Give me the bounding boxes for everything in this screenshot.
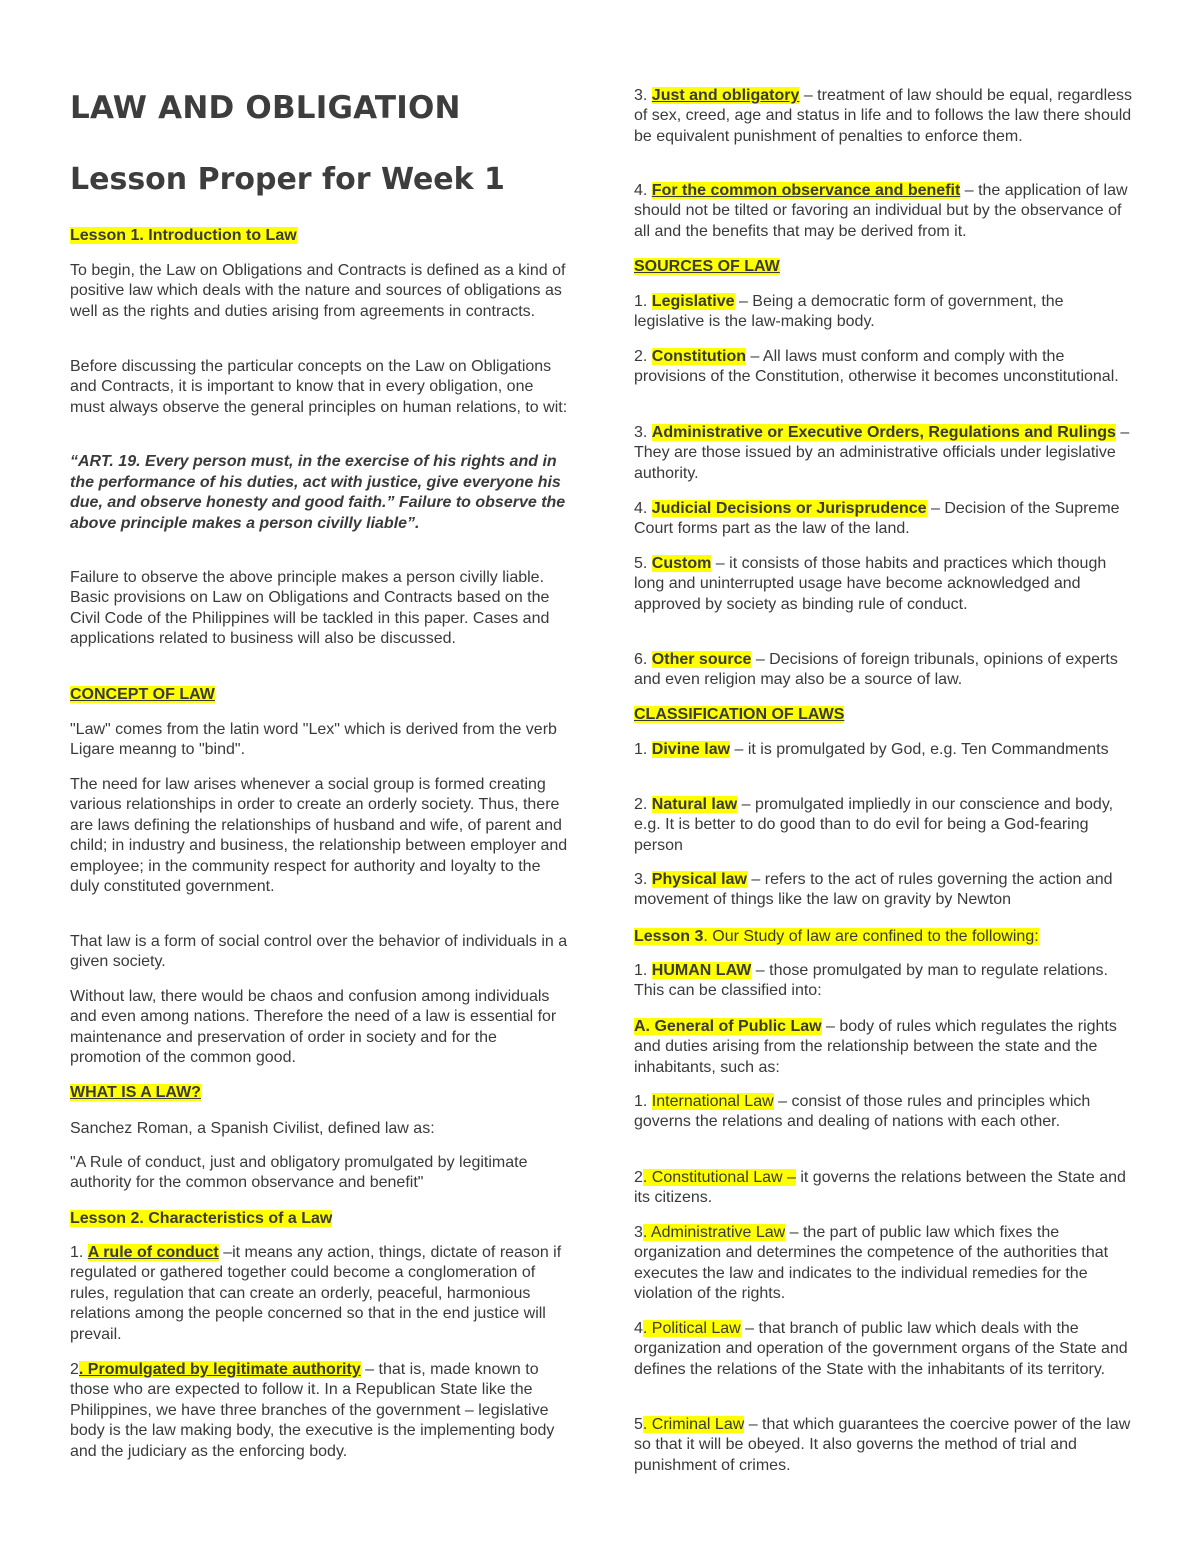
concept-paragraph-2: The need for law arises whenever a social group is formed creating various relationships in order to create an orderly society. Thus, there are laws defining the relationships of husband and wife, of parent and child; in industry and business, the relationship between employer and employee; in the community respect for authority and loyalty to the duly constituted government. <box>70 776 568 896</box>
classification-1-term: Divine law <box>651 741 731 758</box>
classification-2-term: Natural law <box>651 796 738 813</box>
sources-of-law-heading: SOURCES OF LAW <box>634 258 780 275</box>
characteristic-1-term: A rule of conduct <box>87 1244 219 1261</box>
source-6: 6. Other source – Decisions of foreign tribunals, opinions of experts and even religion may also be a source of law. <box>634 651 1118 689</box>
source-1-term: Legislative <box>651 293 735 310</box>
characteristic-2-term: . Promulgated by legitimate authority <box>78 1361 361 1378</box>
source-6-term: Other source <box>651 651 752 668</box>
article-19-quote: “ART. 19. Every person must, in the exercise of his rights and in the performance of his duties, act with justice, give everyone his due, and observe honesty and good faith.” Failure to observe the above principle makes a person civilly liable”. <box>70 453 566 532</box>
classification-1: 1. Divine law – it is promulgated by God, e.g. Ten Commandments <box>634 741 1109 758</box>
characteristic-4-term: For the common observance and benefit <box>651 182 961 199</box>
source-4-term: Judicial Decisions or Jurisprudence <box>651 500 927 517</box>
characteristic-2: 2. Promulgated by legitimate authority – that is, made known to those who are expected to follow it. In a Republican State like the Philippines, we have three branches of the government – legislative body is the law making body, the executive is the implementing body and the judiciary as the enforcing body. <box>70 1361 555 1460</box>
source-5: 5. Custom – it consists of those habits and practices which though long and uninterrupted usage have become acknowledged and approved by society as binding rule of conduct. <box>634 555 1107 613</box>
classification-3-term: Physical law <box>651 871 747 888</box>
classification-3: 3. Physical law – refers to the act of rules governing the action and movement of things like the law on gravity by Newton <box>634 871 1113 909</box>
intro-paragraph-2: Before discussing the particular concepts on the Law on Obligations and Contracts, it is important to know that in every obligation, one must always observe the general principles on human relations, to wit: <box>70 358 568 416</box>
source-3: 3. Administrative or Executive Orders, Regulations and Rulings – They are those issued by an administrative officials under legislative authority. <box>634 424 1130 482</box>
general-public-law-term: A. General of Public Law <box>634 1018 822 1035</box>
source-2: 2. Constitution – All laws must conform and comply with the provisions of the Constitution, otherwise it becomes unconstitutional. <box>634 348 1119 386</box>
characteristic-3: 3. Just and obligatory – treatment of law should be equal, regardless of sex, creed, age and status in life and to follows the law there should be equivalent punishment of penalties to enforce them. <box>634 87 1133 145</box>
public-law-3: 3. Administrative Law – the part of public law which fixes the organization and determines the competence of the authorities that executes the law and indicates to the individual remedies for the violation of the rights. <box>634 1224 1109 1303</box>
lesson2-heading: Lesson 2. Characteristics of a Law <box>70 1210 333 1227</box>
concept-paragraph-4: Without law, there would be chaos and confusion among individuals and even among nations. Therefore the need of a law is essential for maintenance and preservation of order in society and for the promotion of the common good. <box>70 988 557 1067</box>
source-2-term: Constitution <box>651 348 746 365</box>
lesson3-heading: Lesson 3. Our Study of law are confined to the following: <box>634 928 1039 945</box>
public-law-1-term: International Law <box>651 1093 774 1110</box>
law-definition: "A Rule of conduct, just and obligatory promulgated by legitimate authority for the common observance and benefit" <box>70 1154 528 1192</box>
source-3-term: Administrative or Executive Orders, Regulations and Rulings <box>651 424 1116 441</box>
what-is-a-law-heading: WHAT IS A LAW? <box>70 1084 201 1101</box>
intro-paragraph-1: To begin, the Law on Obligations and Contracts is defined as a kind of positive law which deals with the nature and sources of obligations as well as the rights and duties arising from agreements in contracts. <box>70 262 566 320</box>
public-law-2: 2. Constitutional Law – it governs the relations between the State and its citizens. <box>634 1169 1126 1207</box>
characteristic-3-term: Just and obligatory <box>651 87 800 104</box>
public-law-2-term: . Constitutional Law – <box>642 1169 796 1186</box>
concept-paragraph-1: "Law" comes from the latin word "Lex" which is derived from the verb Ligare meanng to "bind". <box>70 721 557 759</box>
public-law-3-term: . Administrative Law <box>642 1224 786 1241</box>
public-law-4-term: . Political Law <box>642 1320 741 1337</box>
source-4: 4. Judicial Decisions or Jurisprudence – Decision of the Supreme Court forms part as the law of the land. <box>634 500 1120 538</box>
concept-paragraph-3: That law is a form of social control over the behavior of individuals in a given society. <box>70 933 568 971</box>
lesson1-heading-block <box>70 226 570 246</box>
what-paragraph-1: Sanchez Roman, a Spanish Civilist, defined law as: <box>70 1120 435 1137</box>
public-law-5-term: . Criminal Law <box>642 1416 745 1433</box>
characteristic-1: 1. A rule of conduct –it means any action, things, dictate of reason if regulated or gathered together could become a conglomeration of rules, regulation that can create an orderly, peaceful, harmonious relations among the people concerned so that in the end justice will prevail. <box>70 1244 562 1343</box>
public-law-4: 4. Political Law – that branch of public law which deals with the organization and operation of the government organs of the State and defines the relations of the State with the inhabitants of its territory. <box>634 1320 1128 1378</box>
intro-paragraph-3: Failure to observe the above principle makes a person civilly liable. Basic provisions on Law on Obligations and Contracts based on the Civil Code of the Philippines will be tackled in this paper. Cases and applications related to business will also be discussed. <box>70 569 550 648</box>
source-5-term: Custom <box>651 555 712 572</box>
lesson1-heading: Lesson 1. Introduction to Law <box>70 227 297 244</box>
classification-2: 2. Natural law – promulgated impliedly in our conscience and body, e.g. It is better to do good than to do evil for being a God-fearing person <box>634 796 1114 854</box>
classification-of-laws-heading: CLASSIFICATION OF LAWS <box>634 706 845 723</box>
document-title: LAW AND OBLIGATION <box>70 90 461 126</box>
public-law-5: 5. Criminal Law – that which guarantees the coercive power of the law so that it will be obeyed. It also governs the method of trial and punishment of crimes. <box>634 1416 1131 1474</box>
characteristic-4: 4. For the common observance and benefit – the application of law should not be tilted or favoring an individual but by the observance of all and the benefits that may be derived from it. <box>634 182 1128 240</box>
document-subtitle: Lesson Proper for Week 1 <box>70 162 505 197</box>
human-law-term: HUMAN LAW <box>651 962 752 979</box>
concept-of-law-heading: CONCEPT OF LAW <box>70 686 215 703</box>
public-law-1: 1. International Law – consist of those rules and principles which governs the relations and dealing of nations with each other. <box>634 1093 1091 1131</box>
source-1: 1. Legislative – Being a democratic form of government, the legislative is the law-making body. <box>634 293 1064 331</box>
general-public-law: A. General of Public Law – body of rules which regulates the rights and duties arising from the relationship between the state and the inhabitants, such as: <box>634 1018 1117 1076</box>
human-law: 1. HUMAN LAW – those promulgated by man to regulate relations. This can be classified into: <box>634 962 1108 1000</box>
